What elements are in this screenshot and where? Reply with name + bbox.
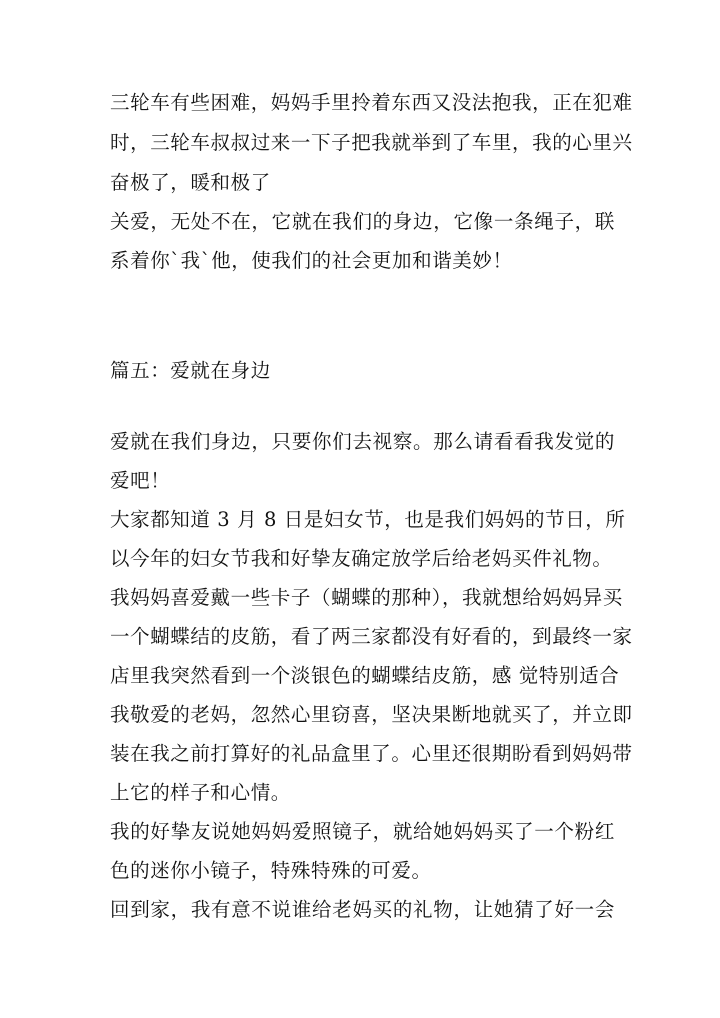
text-line: 大家都知道 3 月 8 日是妇女节，也是我们妈妈的节日，所 xyxy=(110,508,626,531)
section-title: 篇五：爱就在身边 xyxy=(110,359,271,382)
text-line: 关爱，无处不在，它就在我们的身边，它像一条绳子，联 xyxy=(110,210,615,233)
text-line: 系着你`我`他，使我们的社会更加和谐美妙！ xyxy=(110,249,513,272)
text-line: 店里我突然看到一个淡银色的蝴蝶结皮筋，感 觉特别适合 xyxy=(110,664,620,687)
text-line: 时，三轮车叔叔过来一下子把我就举到了车里，我的心里兴 xyxy=(110,131,633,154)
text-line: 爱吧！ xyxy=(110,469,171,492)
text-line: 我的好挚友说她妈妈爱照镜子，就给她妈妈买了一个粉红 xyxy=(110,820,615,843)
text-line: 以今年的妇女节我和好挚友确定放学后给老妈买件礼物。 xyxy=(110,547,613,570)
text-line: 三轮车有些困难，妈妈手里拎着东西又没法抱我，正在犯难 xyxy=(110,91,633,114)
text-line: 我敬爱的老妈，忽然心里窃喜，坚决果断地就买了，并立即 xyxy=(110,703,633,726)
text-line: 一个蝴蝶结的皮筋，看了两三家都没有好看的，到最终一家 xyxy=(110,625,633,648)
text-line: 我妈妈喜爱戴一些卡子（蝴蝶的那种），我就想给妈妈异买 xyxy=(110,586,623,609)
text-line: 爱就在我们身边，只要你们去视察。那么请看看我发觉的 xyxy=(110,430,615,453)
text-line: 奋极了，暖和极了 xyxy=(110,171,271,194)
text-line: 色的迷你小镜子，特殊特殊的可爱。 xyxy=(110,859,432,882)
text-line: 上它的样子和心情。 xyxy=(110,781,291,804)
text-line: 回到家，我有意不说谁给老妈买的礼物，让她猜了好一会 xyxy=(110,898,615,921)
text-line: 装在我之前打算好的礼品盒里了。心里还很期盼看到妈妈带 xyxy=(110,742,633,765)
